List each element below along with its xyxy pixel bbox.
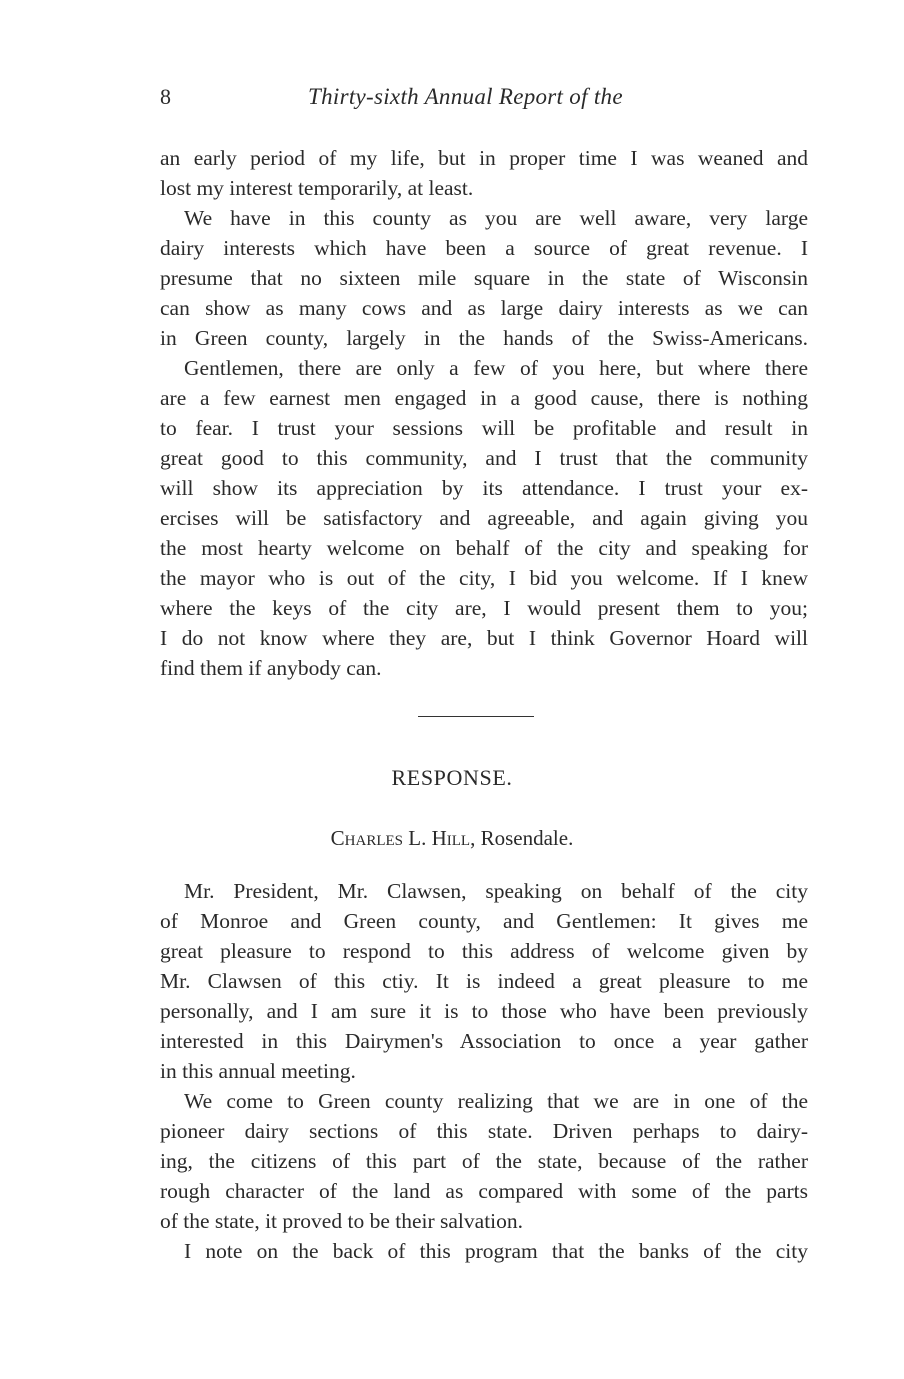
speaker-attribution (0, 826, 904, 851)
text-line: an early period of my life, but in proper time I was weaned and (160, 146, 808, 170)
text-line: interested in this Dairymen's Association to once a year gather (160, 1029, 808, 1053)
text-line: lost my interest temporarily, at least. (160, 176, 474, 200)
text-line: dairy interests which have been a source of great revenue. I (160, 236, 808, 260)
running-title: Thirty-sixth Annual Report of the (308, 84, 623, 109)
text-line: We come to Green county realizing that we are in one of the (184, 1089, 808, 1113)
text-line: rough character of the land as compared with some of the parts (160, 1179, 808, 1203)
text-line: We have in this county as you are well aware, very large (184, 206, 808, 230)
text-line: in this annual meeting. (160, 1059, 356, 1083)
page-number: 8 (160, 84, 171, 109)
text-line: can show as many cows and as large dairy interests as we can (160, 296, 808, 320)
speaker-place: Rosendale. (480, 826, 574, 850)
text-line: ercises will be satisfactory and agreeable, and again giving you (160, 506, 808, 530)
text-line: find them if anybody can. (160, 656, 382, 680)
response-text (160, 876, 808, 1266)
text-line: Mr. President, Mr. Clawsen, speaking on behalf of the city (184, 879, 808, 903)
running-head (160, 78, 810, 118)
text-line: Mr. Clawsen of this ctiy. It is indeed a great pleasure to me (160, 969, 808, 993)
text-line: personally, and I am sure it is to those who have been previously (160, 999, 808, 1023)
text-line: where the keys of the city are, I would present them to you; (160, 596, 808, 620)
section-heading: RESPONSE. (391, 765, 513, 790)
text-line: ing, the citizens of this part of the state, because of the rather (160, 1149, 808, 1173)
section-divider (418, 716, 534, 717)
text-line: Gentlemen, there are only a few of you here, but where there (184, 356, 808, 380)
text-line: presume that no sixteen mile square in the state of Wisconsin (160, 266, 808, 290)
text-line: great good to this community, and I trust that the community (160, 446, 808, 470)
text-line: great pleasure to respond to this address of welcome given by (160, 939, 808, 963)
text-line: I do not know where they are, but I think Governor Hoard will (160, 626, 808, 650)
text-line: the mayor who is out of the city, I bid you welcome. If I knew (160, 566, 808, 590)
text-line: to fear. I trust your sessions will be profitable and result in (160, 416, 808, 440)
text-line: in Green county, largely in the hands of the Swiss-Americans. (160, 326, 808, 350)
text-line: will show its appreciation by its attendance. I trust your ex- (160, 476, 808, 500)
speaker-name: Charles L. Hill, (330, 826, 476, 850)
text-line: of the state, it proved to be their salvation. (160, 1209, 524, 1233)
text-line: pioneer dairy sections of this state. Driven perhaps to dairy- (160, 1119, 808, 1143)
text-line: I note on the back of this program that the banks of the city (184, 1239, 808, 1263)
text-line: the most hearty welcome on behalf of the city and speaking for (160, 536, 808, 560)
text-line: are a few earnest men engaged in a good cause, there is nothing (160, 386, 808, 410)
text-line: of Monroe and Green county, and Gentlemen: It gives me (160, 909, 808, 933)
welcome-address-text (160, 143, 808, 683)
